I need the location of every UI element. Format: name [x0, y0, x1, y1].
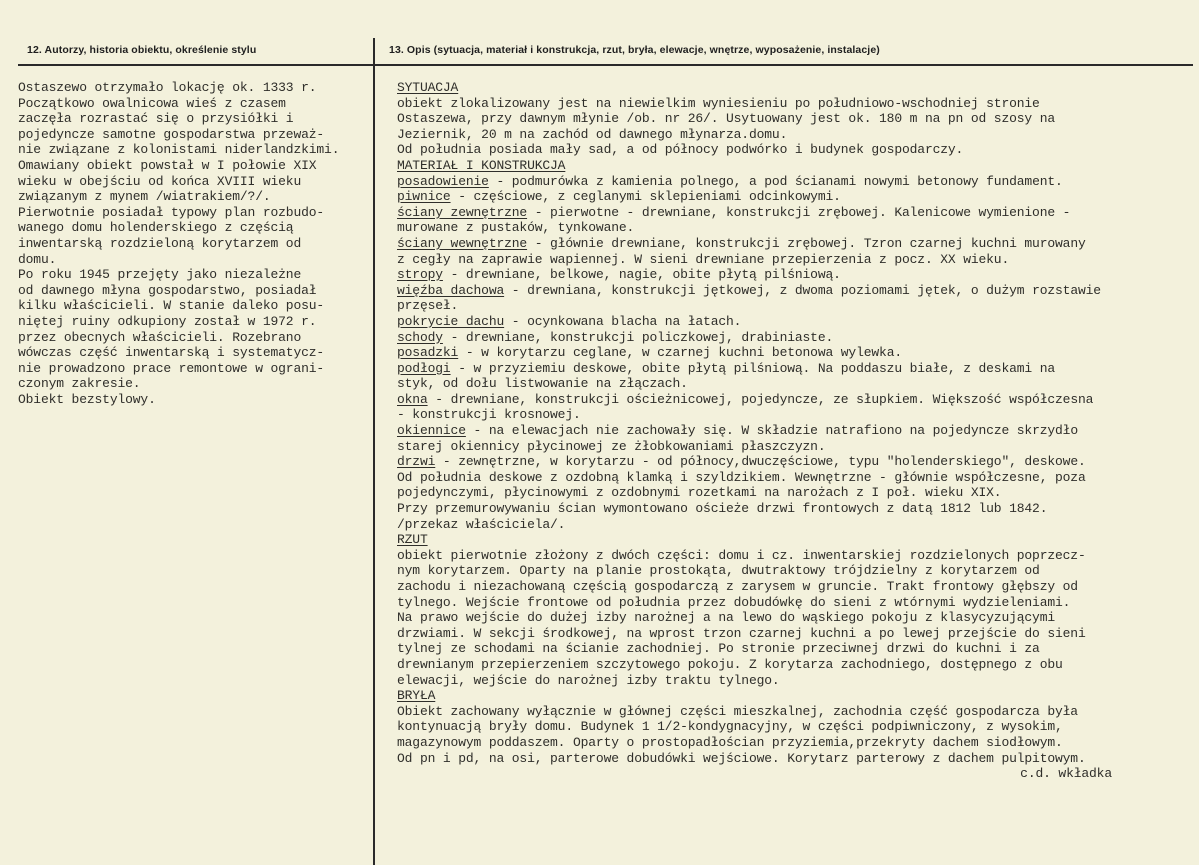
- description-text-run: murowane z pustaków, tynkowane.: [397, 220, 635, 236]
- description-line: [397, 189, 1187, 205]
- description-line: [397, 610, 1187, 626]
- description-line: [397, 96, 1187, 112]
- underlined-term: MATERIAŁ I KONSTRUKCJA: [397, 157, 566, 173]
- description-line: [397, 283, 1187, 299]
- underlined-term: BRYŁA: [397, 688, 436, 704]
- description-text-run: tylnego. Wejście frontowe od południa przez dobudówkę do sieni z wtórnymi wydzieleniami.: [397, 594, 1071, 610]
- history-line: Po roku 1945 przejęty jako niezależne: [18, 267, 302, 283]
- description-text-run: - drewniane, belkowe, nagie, obite płytą pilśniową.: [442, 267, 841, 283]
- description-line: [397, 267, 1187, 283]
- description-text-run: nym korytarzem. Oparty na planie prostokąta, dwutraktowy trójdzielny z korytarzem od: [397, 563, 1040, 579]
- description-text-run: - głównie drewniane, konstrukcji zrębowej. Tzron czarnej kuchni murowany: [527, 235, 1086, 251]
- header-divider: [18, 64, 1193, 66]
- section-12-header: 12. Autorzy, historia obiektu, określenie stylu: [27, 44, 257, 56]
- history-line: Początkowo owalnicowa wieś z czasem: [18, 95, 286, 111]
- underlined-term: stropy: [397, 267, 443, 283]
- description-line: [397, 423, 1187, 439]
- description-line: [397, 361, 1187, 377]
- underlined-term: RZUT: [397, 532, 428, 548]
- history-line: domu.: [18, 251, 57, 267]
- history-line: Pierwotnie posiadał typowy plan rozbudo-: [18, 204, 325, 220]
- description-line: [397, 485, 1187, 501]
- description-text-run: pojedynczymi, płycinowymi z ozdobnymi rozetkami na narożach z I poł. wieku XIX.: [397, 485, 1002, 501]
- description-line: [397, 595, 1187, 611]
- description-line: [397, 407, 1187, 423]
- description-text-run: obiekt pierwotnie złożony z dwóch części: domu i cz. inwentarskiej rozdzielonych poprzecz-: [397, 547, 1086, 563]
- history-line: inwentarską rozdzieloną korytarzem od: [18, 235, 302, 251]
- history-line: przez obecnych właścicieli. Rozebrano: [18, 329, 302, 345]
- description-line: [397, 735, 1187, 751]
- description-text-run: magazynowym poddaszem. Oparty o prostopadłościan przyziemia,przekryty dachem siodłowym.: [397, 734, 1063, 750]
- underlined-term: piwnice: [397, 189, 451, 205]
- section-13-header: 13. Opis (sytuacja, materiał i konstrukcja, rzut, bryła, elewacje, wnętrze, wyposażenie, instalacje): [389, 44, 880, 56]
- underlined-term: ściany wewnętrzne: [397, 235, 528, 251]
- description-text-run: Na prawo wejście do dużej izby narożnej a na lewo do wąskiego pokoju z klasycyzującymi: [397, 610, 1056, 626]
- description-line: [397, 80, 1187, 96]
- description-line: [397, 142, 1187, 158]
- description-line: [397, 345, 1187, 361]
- description-line: [397, 517, 1187, 533]
- description-text-run: tylnej ze schodami na ścianie zachodniej. Po stronie przeciwnej drzwi do kuchni i za: [397, 641, 1040, 657]
- history-line: Ostaszewo otrzymało lokację ok. 1333 r.: [18, 80, 317, 95]
- underlined-term: SYTUACJA: [397, 80, 459, 95]
- description-line: [397, 501, 1187, 517]
- history-line: kilku właścicieli. W stanie daleko posu-: [18, 298, 325, 314]
- description-text-run: - drewniana, konstrukcji jętkowej, z dwoma poziomami jętek, o dużym rozstawie: [504, 282, 1101, 298]
- underlined-term: pokrycie dachu: [397, 313, 505, 329]
- description-text-run: - częściowe, z ceglanymi sklepieniami odcinkowymi.: [450, 189, 841, 205]
- description-line: [397, 470, 1187, 486]
- description-line: [397, 314, 1187, 330]
- description-text: [397, 80, 1187, 782]
- description-line: [397, 673, 1187, 689]
- description-line: [397, 127, 1187, 143]
- underlined-term: drzwi: [397, 454, 436, 470]
- continuation-note: c.d. wkładka: [1020, 766, 1112, 782]
- description-text-run: /przekaz właściciela/.: [397, 516, 566, 532]
- description-line: [397, 657, 1187, 673]
- description-text-run: - zewnętrzne, w korytarzu - od północy,dwuczęściowe, typu "holenderskiego", deskowe.: [435, 454, 1086, 470]
- description-text-run: drzwiami. W sekcji środkowej, na wprost trzon czarnej kuchni a po lewej przejście do sieni: [397, 625, 1086, 641]
- description-text-run: - konstrukcji krosnowej.: [397, 407, 581, 423]
- underlined-term: schody: [397, 329, 443, 345]
- description-line: [397, 579, 1187, 595]
- description-text-run: - w korytarzu ceglane, w czarnej kuchni betonowa wylewka.: [458, 345, 902, 361]
- description-text-run: - drewniane, konstrukcji policzkowej, drabiniaste.: [442, 329, 834, 345]
- column-divider: [373, 38, 375, 865]
- description-line: [397, 252, 1187, 268]
- history-line: zaczęła rozrastać się o przysiółki i: [18, 111, 294, 127]
- history-line: nie związane z kolonistami niderlandzkimi.: [18, 142, 340, 158]
- description-line: [397, 111, 1187, 127]
- description-text-run: - drewniane, konstrukcji ościeżnicowej, pojedyncze, ze słupkiem. Większość współczesna: [427, 391, 1094, 407]
- description-line: [397, 174, 1187, 190]
- history-line: niętej ruiny odkupiony został w 1972 r.: [18, 313, 317, 329]
- description-text-run: Obiekt zachowany wyłącznie w głównej części mieszkalnej, zachodnia część gospodarcza była: [397, 703, 1078, 719]
- description-text-run: starej okiennicy płycinowej ze żłobkowaniami płaszczyzn.: [397, 438, 826, 454]
- description-line: [397, 298, 1187, 314]
- underlined-term: okiennice: [397, 423, 466, 439]
- description-text-run: kontynuacją bryły domu. Budynek 1 1/2-kondygnacyjny, w części podpiwniczony, z wysokim,: [397, 719, 1063, 735]
- description-text-run: - na elewacjach nie zachowały się. W składzie natrafiono na pojedyncze skrzydło: [465, 423, 1078, 439]
- description-line: [397, 330, 1187, 346]
- history-line: wanego domu holenderskiego z częścią: [18, 220, 294, 236]
- history-line: nie prowadzono prace remontowe w ograni-: [18, 360, 325, 376]
- history-text: [18, 80, 368, 407]
- description-text-run: przęseł.: [397, 298, 459, 314]
- description-line: [397, 719, 1187, 735]
- description-text-run: Przy przemurowywaniu ścian wymontowano ościeże drzwi frontowych z datą 1812 lub 1842.: [397, 501, 1048, 517]
- description-line: [397, 392, 1187, 408]
- description-text-run: z cegły na zaprawie wapiennej. W sieni drewniane przepierzenia z pocz. XX wieku.: [397, 251, 1010, 267]
- history-line: wówczas część inwentarską i systematycz-: [18, 345, 325, 361]
- underlined-term: posadowienie: [397, 173, 489, 189]
- underlined-term: ściany zewnętrzne: [397, 204, 528, 220]
- description-line: [397, 376, 1187, 392]
- underlined-term: więźba dachowa: [397, 282, 505, 298]
- description-line: [397, 641, 1187, 657]
- description-text-run: - podmurówka z kamienia polnego, a pod ścianami nowymi betonowy fundament.: [488, 173, 1063, 189]
- description-line: [397, 751, 1187, 767]
- description-text-run: Ostaszewa, przy dawnym młynie /ob. nr 26/. Usytuowany jest ok. 180 m na pn od szosy na: [397, 111, 1056, 127]
- description-text-run: zachodu i niezachowaną częścią gospodarczą z zarysem w gruncie. Trakt frontowy głębszy od: [397, 579, 1078, 594]
- description-text-run: Od południa deskowe z ozdobną klamką i szyldzikiem. Wewnętrzne - głównie współczesne, poza: [397, 469, 1086, 485]
- history-line: od dawnego młyna gospodarstwo, posiadał: [18, 282, 317, 298]
- underlined-term: podłogi: [397, 360, 451, 376]
- description-text-run: Od pn i pd, na osi, parterowe dobudówki wejściowe. Korytarz parterowy z dachem pulpitowym.: [397, 750, 1086, 766]
- history-line: związanym z mynem /wiatrakiem/?/.: [18, 189, 271, 205]
- underlined-term: posadzki: [397, 345, 459, 361]
- description-text-run: styk, od dołu listwowanie na złączach.: [397, 376, 688, 392]
- description-line: [397, 626, 1187, 642]
- description-line: [397, 205, 1187, 221]
- description-line: [397, 158, 1187, 174]
- description-text-run: Od południa posiada mały sad, a od północy podwórko i budynek gospodarczy.: [397, 142, 964, 158]
- description-text-run: - ocynkowana blacha na łatach.: [504, 313, 742, 329]
- description-line: [397, 220, 1187, 236]
- description-text-run: Jeziernik, 20 m na zachód od dawnego młynarza.domu.: [397, 126, 788, 142]
- description-line: [397, 236, 1187, 252]
- description-text-run: drewnianym przepierzeniem szczytowego pokoju. Z korytarza zachodniego, dostępnego z obu: [397, 656, 1063, 672]
- description-text-run: obiekt zlokalizowany jest na niewielkim wyniesieniu po południowo-wschodniej stronie: [397, 95, 1040, 111]
- history-line: Obiekt bezstylowy.: [18, 391, 156, 407]
- description-line: [397, 532, 1187, 548]
- description-line: [397, 439, 1187, 455]
- history-line: czonym zakresie.: [18, 376, 141, 392]
- history-line: wieku w obejściu od końca XVIII wieku: [18, 173, 302, 189]
- history-line: pojedyncze samotne gospodarstwa przeważ-: [18, 126, 325, 142]
- underlined-term: okna: [397, 391, 428, 407]
- description-line: [397, 454, 1187, 470]
- description-line: [397, 688, 1187, 704]
- description-text-run: - w przyziemiu deskowe, obite płytą pilśniową. Na poddaszu białe, z deskami na: [450, 360, 1056, 376]
- description-line: [397, 563, 1187, 579]
- description-text-run: - pierwotne - drewniane, konstrukcji zrębowej. Kalenicowe wymienione -: [527, 204, 1071, 220]
- description-text-run: elewacji, wejście do narożnej izby traktu tylnego.: [397, 672, 780, 688]
- description-line: [397, 548, 1187, 564]
- description-line: [397, 704, 1187, 720]
- history-line: Omawiany obiekt powstał w I połowie XIX: [18, 157, 317, 173]
